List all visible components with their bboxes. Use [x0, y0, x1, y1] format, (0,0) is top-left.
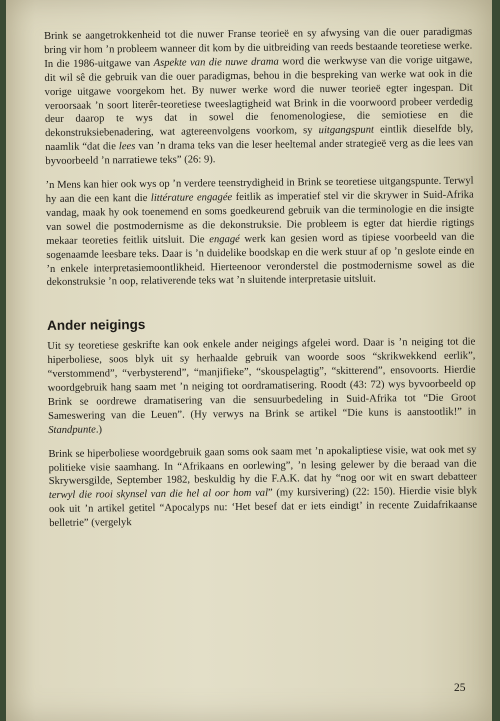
italic-text: Aspekte van die nuwe drama — [153, 56, 279, 69]
text-run: feitlik as imperatief stel vir die skrywer in Suid-Afrika vandag, maak hy ook toenemend en soms goedkeurend gebruik van die terminologie en die insigte van sowel die postmodernisme as die dekonstruksie. Die probleem is egter dat hierdie rigtings mekaar teoreties feitlik uitsluit. Die — [45, 189, 475, 247]
book-page — [6, 0, 492, 721]
italic-text: lees — [118, 141, 136, 153]
paragraph-3 — [47, 336, 476, 438]
paragraph-2 — [46, 175, 475, 291]
text-run: van ’n drama teks van die leser heeltemal ander strategieë verg as die lees van byvoorbeeld ’n narratiewe teks” (26: 9). — [45, 137, 474, 168]
text-run: ’n Mens kan hier ook wys op ’n verdere teenstrydigheid in Brink se teoretiese uitgangspunte. Terwyl hy aan die een kant die — [45, 175, 474, 205]
text-run: werk kan gesien word as tipiese voorbeeld van die sogenaamde leesbare teks. Daar is ’n duidelike boodskap en die werk stuur af op ’n geslote einde en ’n enkele interpretasiemoontlikheid. Hierteenoor veronderstel die postmodernisme sowel as die dekonstruksie ’n oop, relativerende teks wat ’n sluitende interpretasie uitsluit. — [46, 231, 475, 289]
italic-text: littérature engagée — [150, 192, 233, 204]
paragraph-4 — [48, 443, 477, 531]
italic-text: uitgangspunt — [318, 124, 375, 137]
paragraph-1 — [44, 26, 473, 170]
section-heading: Ander neigings — [47, 317, 146, 334]
italic-text: terwyl die rooi skynsel van die hel al oor hom val — [48, 488, 269, 502]
text-run: Brink se aangetrokkenheid tot die nuwer Franse teorieë en sy afwysing van die ouer paradigmas bring vir hom ’n probleem wanneer dit kom by die uitbreiding van reeds bestaande teoretiese werke. In die 1986-uitgawe van — [44, 26, 473, 70]
italic-text: engagé — [209, 233, 240, 245]
text-run: Uit sy teoretiese geskrifte kan ook enkele ander neigings afgelei word. Daar is ’n neiging tot die hiperboliese, soos blyk uit sy herhaalde gebruik van woorde soos “skrikwekkend eerlik”, “verstommend”, “verbysterend”, “manjifieke”, “skouspelagtig”, “skitterend”, ensovoorts. Hierdie woordgebruik hang saam met ’n neiging tot oordramatisering. Roodt (43: 72) wys byvoorbeeld op Brink se oordrewe dramatisering van die sensuurbedeling in Suid-Afrika tot “Die Groot Sameswering van die Leuen”. (Hy verwys na Brink se artikel “Die kuns is aanstootlik!” in — [47, 336, 477, 422]
text-run: .) — [95, 424, 103, 436]
italic-text: Standpunte — [48, 424, 96, 436]
text-run: word die werkwyse van die vorige uitgawe, dit wil sê die gebruik van die ouer paradigmas, behou in die bespreking van werke wat ook in die vorige uitgawe voorgekom het. By nuwer werke word die nuwer teorieë egter ingespan. Dit veroorsaak ’n soort literêr-teoretiese tweeslagtigheid wat Brink in die voorwoord probeer verdedig deur daarop te wys dat in sowel die fenomenologiese, die semiotiese en die dekonstruksiebenadering, wat agtereenvolgens voorkom, sy — [44, 54, 473, 140]
text-run: eintlik dieselfde bly, naamlik “dat die — [45, 123, 474, 154]
body-text — [44, 26, 477, 542]
text-run: Brink se hiperboliese woordgebruik gaan soms ook saam met ’n apokaliptiese visie, wat ook met sy politieke visie saamhang. In “Afrikaans en oorlewing”, ’n lesing gelewer by die beraad van die Skrywersgilde, September 1982, beskuldig hy die F.A.K. dat hy “nog oor wit en swart debatteer — [48, 444, 477, 488]
page-number: 25 — [454, 682, 466, 694]
text-run: ” (my kursivering) (22: 150). Hierdie visie blyk ook uit ’n artikel getitel “Apocalyps nu: ‘Het besef dat er iets eindigt’ in recente Zuidafrikaanse belletrie” (vergelyk — [48, 485, 478, 530]
